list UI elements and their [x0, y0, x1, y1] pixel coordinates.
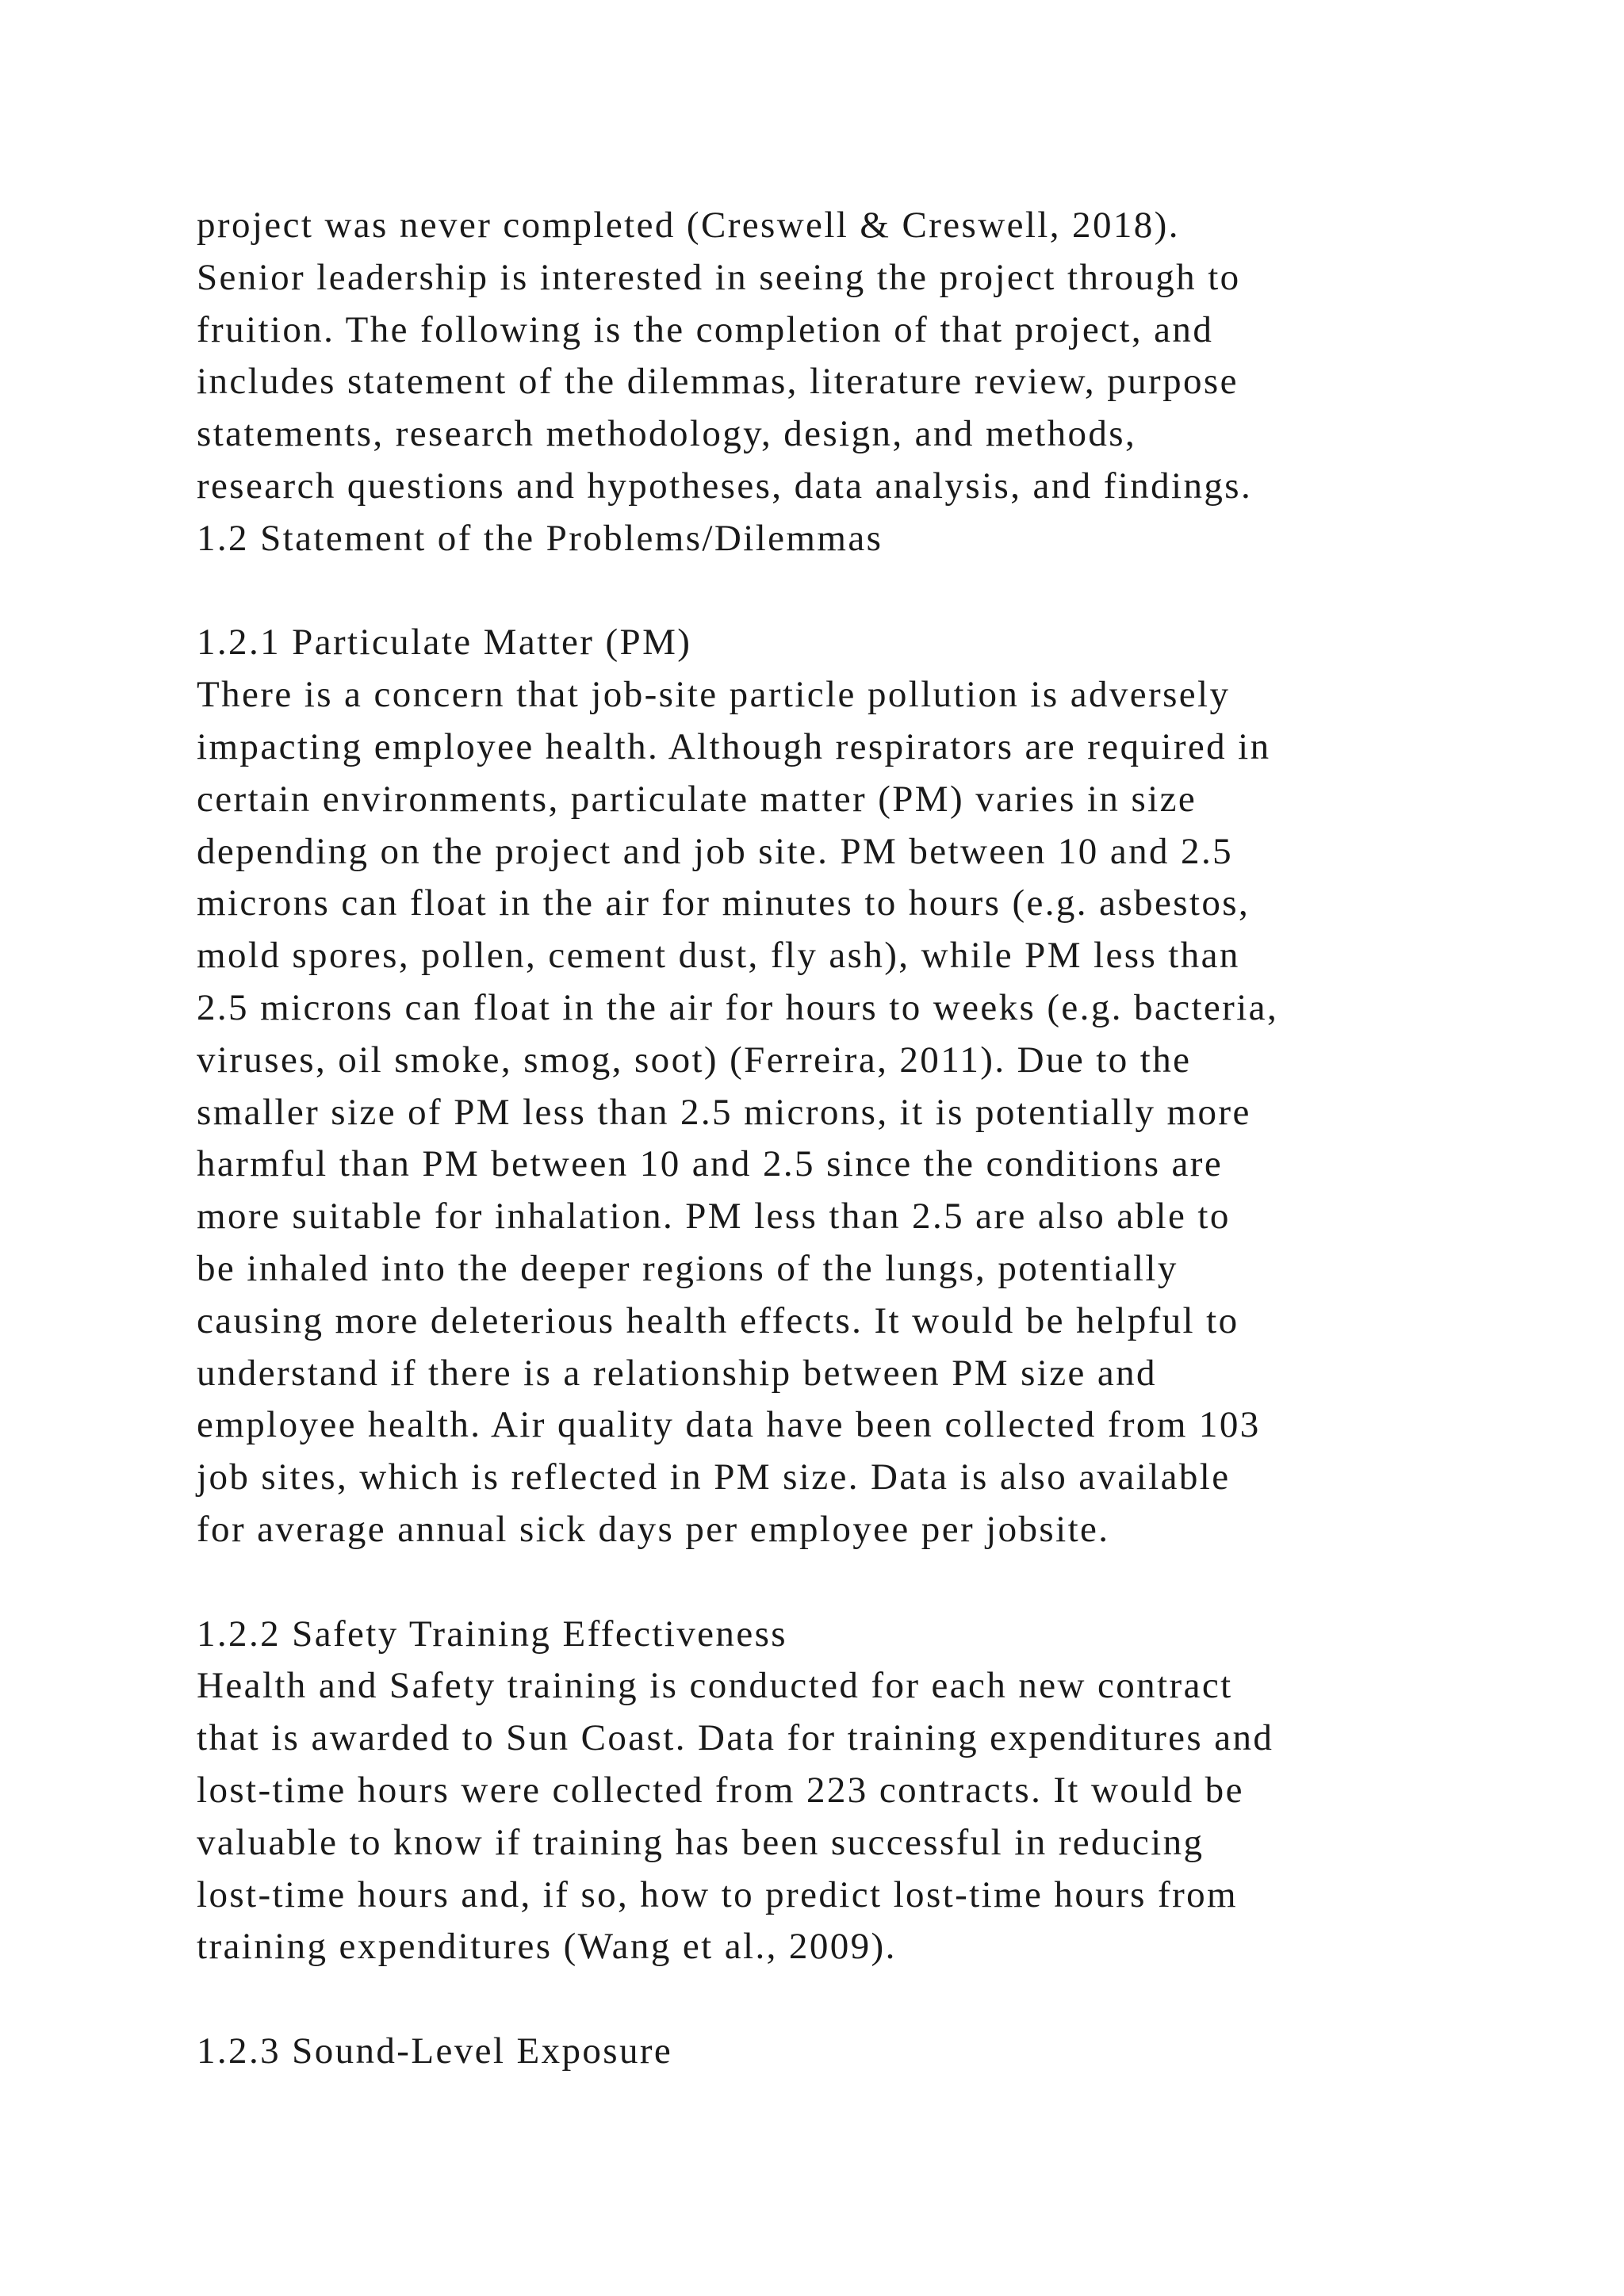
- text-line: harmful than PM between 10 and 2.5 since the conditions are: [197, 1143, 1224, 1185]
- text-line: lost-time hours were collected from 223 contracts. It would be: [197, 1769, 1244, 1811]
- text-line: more suitable for inhalation. PM less than 2.5 are also able to: [197, 1196, 1231, 1238]
- text-line: lost-time hours and, if so, how to predict lost-time hours from: [197, 1873, 1238, 1915]
- text-line: research questions and hypotheses, data analysis, and findings.: [197, 465, 1253, 507]
- text-line: mold spores, pollen, cement dust, fly ash), while PM less than: [197, 935, 1240, 977]
- text-line: causing more deleterious health effects. It would be helpful to: [197, 1299, 1239, 1341]
- text-line: microns can float in the air for minutes to hours (e.g. asbestos,: [197, 882, 1251, 924]
- text-line: There is a concern that job-site particle pollution is adversely: [197, 674, 1231, 716]
- blank-line: [197, 565, 1545, 618]
- text-line: training expenditures (Wang et al., 2009).: [197, 1926, 897, 1968]
- text-line: 2.5 microns can float in the air for hours to weeks (e.g. bacteria,: [197, 986, 1279, 1028]
- text-line: depending on the project and job site. PM between 10 and 2.5: [197, 830, 1233, 872]
- text-line: includes statement of the dilemmas, literature review, purpose: [197, 361, 1239, 403]
- text-line: be inhaled into the deeper regions of the lungs, potentially: [197, 1247, 1178, 1289]
- text-line: job sites, which is reflected in PM size. Data is also available: [197, 1456, 1231, 1498]
- text-line: valuable to know if training has been successful in reducing: [197, 1821, 1205, 1863]
- text-line: employee health. Air quality data have been collected from 103: [197, 1404, 1261, 1446]
- section-heading: 1.2 Statement of the Problems/Dilemmas: [197, 517, 883, 559]
- text-line: project was never completed (Creswell & Creswell, 2018).: [197, 205, 1180, 246]
- subsection-heading-safety-training: 1.2.2 Safety Training Effectiveness: [197, 1613, 787, 1655]
- text-line: certain environments, particulate matter (PM) varies in size: [197, 778, 1197, 820]
- text-line: impacting employee health. Although respirators are required in: [197, 725, 1271, 767]
- text-line: smaller size of PM less than 2.5 microns, it is potentially more: [197, 1091, 1251, 1133]
- text-line: fruition. The following is the completion of that project, and: [197, 308, 1214, 350]
- blank-line: [197, 1556, 1545, 1609]
- subsection-heading-pm: 1.2.1 Particulate Matter (PM): [197, 622, 692, 664]
- text-line: Health and Safety training is conducted for each new contract: [197, 1665, 1233, 1707]
- blank-line: [197, 1973, 1545, 2026]
- text-line: for average annual sick days per employee per jobsite.: [197, 1508, 1110, 1550]
- text-line: understand if there is a relationship between PM size and: [197, 1352, 1157, 1394]
- text-line: viruses, oil smoke, smog, soot) (Ferreira, 2011). Due to the: [197, 1039, 1192, 1081]
- text-line: statements, research methodology, design, and methods,: [197, 413, 1137, 455]
- subsection-heading-sound-level: 1.2.3 Sound-Level Exposure: [197, 2030, 673, 2072]
- document-body: [197, 200, 1545, 2078]
- text-line: Senior leadership is interested in seeing the project through to: [197, 256, 1241, 298]
- text-line: that is awarded to Sun Coast. Data for training expenditures and: [197, 1717, 1274, 1759]
